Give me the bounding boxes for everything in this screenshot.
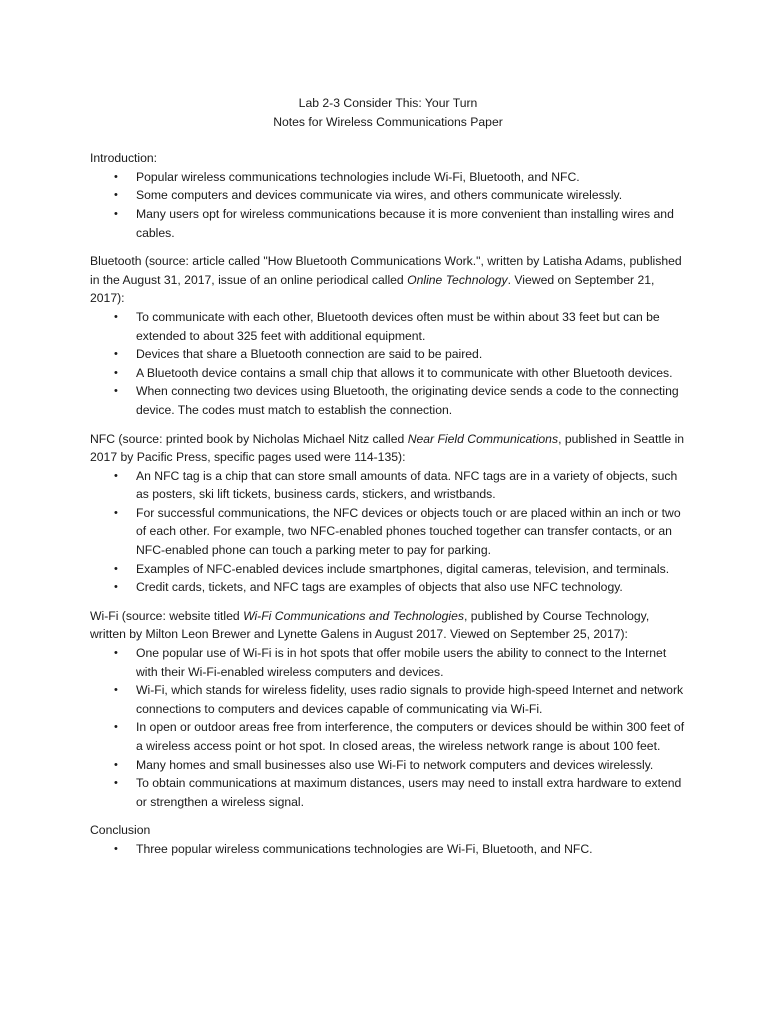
bullet-icon: •: [114, 647, 118, 660]
wifi-heading: Wi-Fi (source: website titled Wi-Fi Communications and Technologies, published by Course Technology, written by Milton Leon Brewer and Lynette Galens in August 2017. Viewed on September 25, 2017):: [90, 608, 650, 642]
bullet-icon: •: [114, 684, 118, 697]
list-item: • Devices that share a Bluetooth connection are said to be paired.: [90, 345, 686, 364]
bullet-icon: •: [114, 366, 118, 379]
nfc-heading: NFC (source: printed book by Nicholas Michael Nitz called Near Field Communications, published in Seattle in 2017 by Pacific Press, specific pages used were 114-135):: [90, 431, 685, 465]
document-page: [90, 94, 686, 869]
list-item: • One popular use of Wi-Fi is in hot spots that offer mobile users the ability to connect to the Internet with their Wi-Fi-enabled wireless computers and devices.: [114, 646, 667, 679]
bullet-icon: •: [114, 842, 118, 855]
list-item: • Many users opt for wireless communications because it is more convenient than installing wires and cables.: [114, 206, 674, 240]
bullet-icon: •: [114, 469, 118, 482]
list-item: • Popular wireless communications technologies include Wi-Fi, Bluetooth, and NFC.: [90, 168, 686, 187]
conclusion-heading: Conclusion: [90, 823, 151, 838]
list-item: • An NFC tag is a chip that can store small amounts of data. NFC tags are in a variety of objects, such as posters, ski lift tickets, business cards, stickers, and wristbands.: [114, 468, 678, 502]
bluetooth-list: [90, 308, 686, 420]
bullet-icon: •: [114, 310, 118, 323]
bullet-icon: •: [114, 385, 118, 398]
bullet-icon: •: [114, 721, 118, 734]
bullet-icon: •: [114, 581, 118, 594]
list-item: • Credit cards, tickets, and NFC tags are examples of objects that also use NFC technology.: [90, 578, 686, 597]
introduction-list: [90, 168, 686, 242]
list-item: • For successful communications, the NFC devices or objects touch or are placed within an inch or two of each other. For example, two NFC-enabled phones touched together can transfer contacts, or an NFC-enabled phone can touch a parking meter to pay for parking.: [114, 505, 681, 558]
list-item: • Many homes and small businesses also use Wi-Fi to network computers and devices wirelessly.: [90, 756, 686, 775]
bullet-icon: •: [114, 170, 118, 183]
list-item: • To communicate with each other, Bluetooth devices often must be within about 33 feet but can be extended to about 325 feet with additional equipment.: [114, 309, 660, 343]
bullet-icon: •: [114, 207, 118, 220]
list-item: • A Bluetooth device contains a small chip that allows it to communicate with other Bluetooth devices.: [90, 364, 686, 383]
list-item: • Three popular wireless communications technologies are Wi-Fi, Bluetooth, and NFC.: [90, 840, 686, 859]
list-item: • In open or outdoor areas free from interference, the computers or devices should be within 300 feet of a wireless access point or hot spot. In closed areas, the wireless network range is about 100 feet.: [114, 720, 685, 753]
bullet-icon: •: [114, 562, 118, 575]
document-title-line-2: Notes for Wireless Communications Paper: [273, 114, 503, 129]
list-item: • Some computers and devices communicate via wires, and others communicate wirelessly.: [90, 186, 686, 205]
list-item: • Wi-Fi, which stands for wireless fidelity, uses radio signals to provide high-speed Internet and network connections to computers and devices capable of communicating via Wi-Fi.: [114, 683, 684, 716]
list-item: • When connecting two devices using Bluetooth, the originating device sends a code to the connecting device. The codes must match to establish the connection.: [114, 384, 679, 417]
document-title-line-1: Lab 2-3 Consider This: Your Turn: [298, 96, 478, 110]
list-item: • Examples of NFC-enabled devices include smartphones, digital cameras, television, and terminals.: [90, 560, 686, 579]
bluetooth-heading: Bluetooth (source: article called "How Bluetooth Communications Work.", written by Latisha Adams, published in the August 31, 2017, issue of an online periodical called Online Technology. Viewed on September 21, 2017):: [90, 254, 682, 306]
bullet-icon: •: [114, 777, 118, 790]
list-item: • To obtain communications at maximum distances, users may need to install extra hardware to extend or strengthen a wireless signal.: [114, 776, 682, 809]
bullet-icon: •: [114, 758, 118, 771]
wifi-list: [90, 644, 686, 811]
introduction-heading: Introduction:: [90, 151, 158, 166]
bullet-icon: •: [114, 506, 118, 519]
nfc-list: [90, 467, 686, 597]
bullet-icon: •: [114, 348, 118, 361]
conclusion-list: [90, 840, 686, 859]
bullet-icon: •: [114, 189, 118, 202]
